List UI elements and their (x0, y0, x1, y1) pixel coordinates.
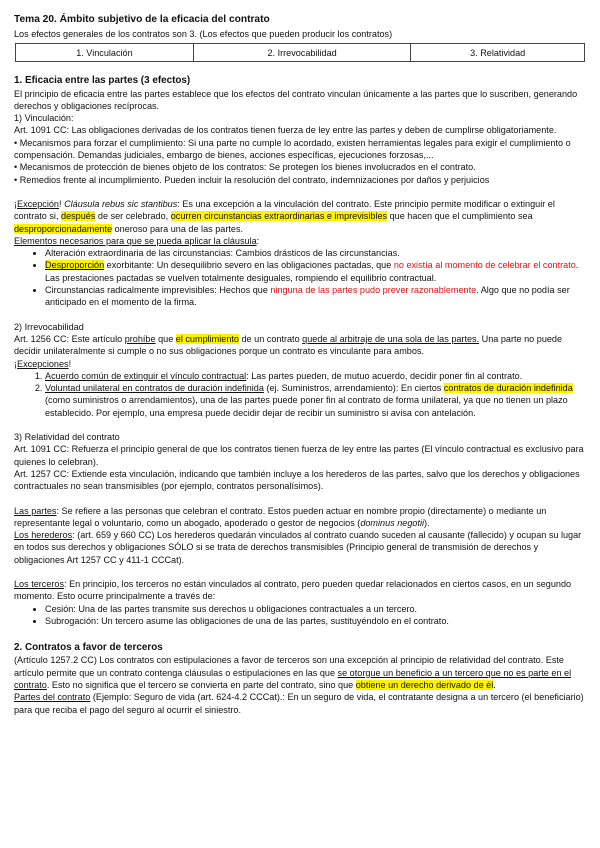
paragraph-exception-rebus (14, 198, 586, 235)
text-span: que (155, 333, 176, 344)
paragraph-art-1091b: Art. 1091 CC: Refuerza el principio general de que los contratos tienen fuerza de ley entre las partes (El vínculo contractual es exclusivo para quienes lo celebran). (14, 444, 584, 467)
subheading-vinculacion: 1) Vinculación: (14, 113, 74, 124)
list-item: • Alteración extraordinaria de las circunstancias: Cambios drásticos de las circunstancias. (45, 247, 586, 259)
text-span: prohíbe (124, 333, 156, 344)
paragraph-art-1257: Art. 1257 CC: Extiende esta vinculación, indicando que también incluye a los herederos de las partes, salvo que los derechos y obligaciones contractuales no sean transmisibles (por ejemplo, contratos personalísimos). (14, 468, 580, 492)
text-span: (ej. Suministros, arrendamiento): En ciertos (263, 383, 444, 394)
list-item: • Mecanismos para forzar el cumplimiento: Si una parte no cumple lo acordado, existen herramientas legales para exigir el cumplimiento o compensación. Demandas judiciales, embargo de bienes, acciones específicas, ejecuciones forzosas,... (14, 137, 571, 161)
text-span: . (493, 680, 496, 691)
text-span: quede al arbitraje de una sola de las partes. (302, 333, 480, 344)
subheading-excepciones (14, 358, 586, 370)
table-cell-vinculacion: 1. Vinculación (16, 44, 194, 62)
table-row (16, 44, 585, 62)
text-span: de ser celebrado, (95, 211, 171, 222)
section-heading-1: 1. Eficacia entre las partes (3 efectos) (14, 75, 191, 87)
highlight: obtiene un derecho derivado de él (355, 680, 494, 691)
list-item: • Subrogación: Un tercero asume las obligaciones de una de las partes, sustituyéndolo en el contrato. (45, 615, 586, 627)
paragraph-art-1256 (14, 333, 586, 358)
page-subtitle: Los efectos generales de los contratos son 3. (Los efectos que pueden producir los contratos) (14, 29, 393, 39)
text-span: : Es una excepción a la vinculación del contrato. Este principio permite modificar o extinguir el contrato si, (14, 198, 555, 222)
text-span: (Ejemplo: Seguro de vida (art. 624-4.2 CCCat).: En un seguro de vida, el contratante designa a un tercero (el beneficiario) para que reciba el pago del seguro al ocurrir el siniestro. (14, 692, 584, 715)
highlight: desproporcionadamente (14, 223, 113, 234)
table-cell-relatividad: 3. Relatividad (411, 44, 585, 62)
list-item (45, 284, 586, 309)
list-item: • Remedios frente al incumplimiento. Pueden incluir la resolución del contrato, indemnizaciones por daños y perjuicios (14, 174, 490, 185)
highlight: después (61, 211, 96, 222)
text-span: : Se refiere a las personas que celebran el contrato. Estos pueden actuar en nombre propio (directamente) o mediante un representante legal o voluntario, como un abogado, apoderado o gestor de negocios ( (14, 505, 547, 528)
elements-list (14, 247, 586, 308)
text-span: (como suministros o arrendamientos), una de las partes puede poner fin al contrato de forma unilateral, ya que no tienen un plazo establecido. Por ejemplo, una empresa puede decidir dejar de recibir un suministro si avisa con antelación. (45, 395, 568, 418)
text-span: Partes del contrato (14, 692, 91, 703)
text-span: Excepciones (17, 358, 69, 369)
text-span: (Artículo 1257.2 CC) Los contratos con estipulaciones a favor de terceros son una excepción al principio de relatividad del contrato. Este artículo permite que un contrato contenga cláusulas o estipulaciones en las que (14, 655, 564, 678)
text-span: Circunstancias radicalmente imprevisibles: Hechos que (45, 285, 271, 296)
table-cell-irrevocabilidad: 2. Irrevocabilidad (193, 44, 410, 62)
text-span: Los herederos (14, 530, 73, 541)
paragraph-las-partes (14, 505, 586, 530)
text-span: . Las prestaciones pactadas se vuelven totalmente desiguales, rompiendo el equilibrio contractual. (45, 260, 579, 283)
highlight: ocurren circunstancias extraordinarias e imprevisibles (170, 211, 388, 222)
paragraph-herederos (14, 529, 586, 566)
text-span: : Las partes pueden, de mutuo acuerdo, decidir poner fin al contrato. (246, 370, 523, 381)
text-span: ! (68, 358, 72, 369)
text-span: ¡ (14, 358, 18, 369)
text-span: : En principio, los terceros no están vinculados al contrato, pero pueden quedar relacionados en ciertos casos, en un segundo momento. Esto ocurre principalmente a través de: (14, 578, 572, 602)
text-span: Las partes (14, 505, 57, 516)
text-span: de un contrato (238, 333, 303, 344)
text-span: ). (424, 517, 430, 528)
text-span: Los terceros (14, 578, 65, 589)
list-item: • Mecanismos de protección de bienes objeto de los contratos: Se protegen los bienes involucrados en el contrato. (14, 162, 476, 173)
text-span: . Algo que no podía ser anticipado en el momento de la firma. (45, 285, 570, 308)
highlight: Desproporción (45, 260, 105, 271)
effects-summary-table (15, 43, 585, 62)
paragraph-partes-contrato (14, 691, 586, 716)
subheading-irrevocabilidad: 2) Irrevocabilidad (14, 321, 84, 332)
text-span: . Esto no significa que el tercero se convierta en parte del contrato, sino que (46, 680, 356, 691)
text-span: Excepción (17, 198, 59, 209)
paragraph-art-1257-2 (14, 654, 586, 691)
text-span: ninguna de las partes pudo prever razonablemente (270, 285, 477, 296)
list-item: • Cesión: Una de las partes transmite sus derechos u obligaciones contractuales a un tercero. (45, 603, 586, 615)
terceros-list (14, 603, 586, 628)
text-span: Acuerdo común de extinguir el vínculo contractual (45, 370, 247, 381)
section-heading-2: 2. Contratos a favor de terceros (14, 642, 163, 654)
text-span: exorbitante: Un desequilibrio severo en las obligaciones pactadas, que (104, 260, 394, 271)
exceptions-list (14, 370, 586, 419)
text-span: ¡ (14, 198, 18, 209)
text-span: : (256, 235, 260, 246)
text-span: Una parte no puede decidir unilateralmente si cumple o no sus obligaciones porque un contrato es vinculante para ambos. (14, 333, 563, 357)
text-span: no existía al momento de celebrar el contrato (393, 260, 576, 271)
text-span: Voluntad unilateral en contratos de duración indefinida (45, 383, 264, 394)
text-span: se otorgue un beneficio a un tercero que no es parte en el contrato (14, 667, 572, 691)
text-span: Elementos necesarios para que se pueda aplicar la cláusula (14, 235, 257, 246)
text-span: dominus negotii (360, 517, 425, 528)
highlight: contratos de duración indefinida (443, 383, 573, 394)
list-item (45, 370, 586, 382)
highlight: el cumplimiento (175, 333, 239, 344)
list-item (45, 259, 586, 284)
page-title: Tema 20. Ámbito subjetivo de la eficacia del contrato (14, 14, 270, 25)
text-span: que hacen que el cumplimiento sea (387, 211, 533, 222)
text-span: : (art. 659 y 660 CC) Los herederos quedarán vinculados al contrato cuando suceden al causante (fallecido) y ocupan su lugar en todos sus derechos y obligaciones SÓLO si se trata de derechos transmisibles (Principio general de transmisión de derechos y obligaciones Art 1257 CC y 411-1 CCCat). (14, 530, 582, 565)
text-span: oneroso para una de las partes. (112, 223, 244, 234)
paragraph-art-1091: Art. 1091 CC: Las obligaciones derivadas de los contratos tienen fuerza de ley entre las partes y deben de cumplirse obligatoriamente. (14, 125, 557, 136)
paragraph-terceros (14, 578, 586, 603)
list-item (45, 382, 586, 419)
paragraph-intro: El principio de eficacia entre las partes establece que los efectos del contrato vinculan únicamente a las partes que lo suscriben, generando derechos y obligaciones recíprocas. (14, 88, 578, 111)
subheading-elementos (14, 235, 586, 247)
text-span: ! (59, 198, 65, 209)
subheading-relatividad: 3) Relatividad del contrato (14, 432, 120, 443)
text-span: Cláusula rebus sic stantibus (64, 198, 178, 209)
text-span: Art. 1256 CC: Este artículo (14, 333, 125, 344)
document-body (14, 13, 586, 716)
